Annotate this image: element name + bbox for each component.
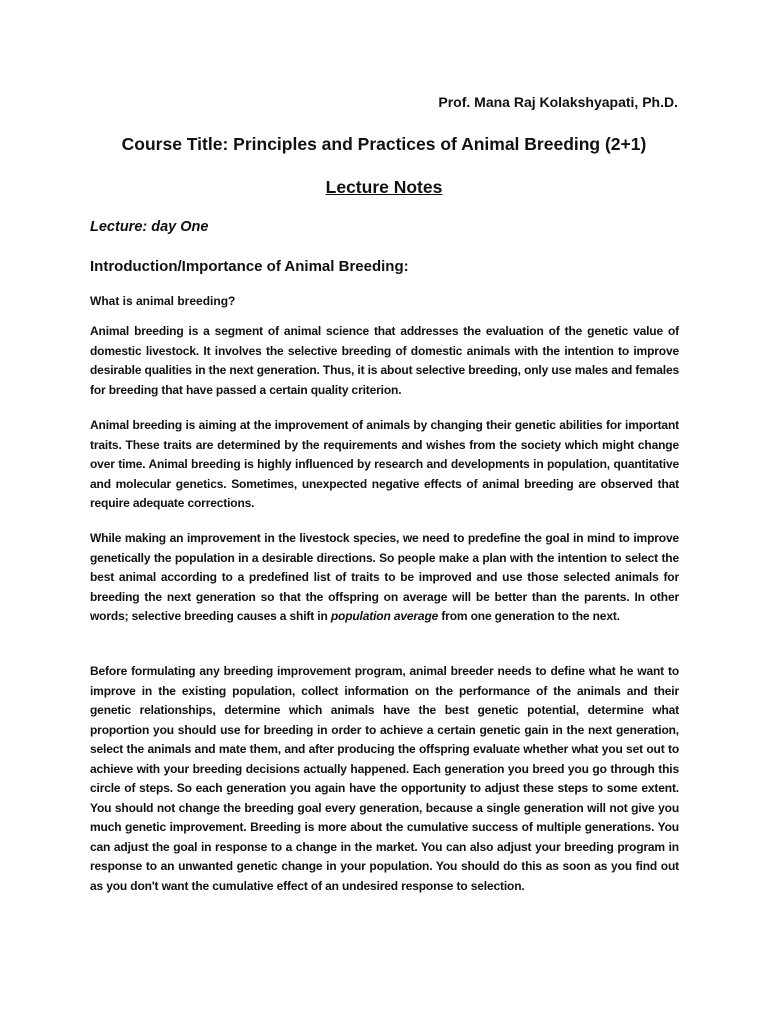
paragraph-2: Animal breeding is aiming at the improvement of animals by changing their genetic abilities for important traits. These traits are determined by the requirements and wishes from the society which might change over time. Animal breeding is highly influenced by research and developments in population, quantitative and molecular genetics. Sometimes, unexpected negative effects of animal breeding are observed that require adequate corrections.	[90, 418, 679, 510]
question-heading: What is animal breeding?	[90, 294, 236, 308]
lecture-notes-text: Lecture Notes	[325, 177, 443, 197]
lecture-notes-heading	[0, 177, 768, 198]
course-title: Course Title: Principles and Practices of Animal Breeding (2+1)	[121, 134, 647, 154]
paragraph-3-text-b: from one generation to the next.	[438, 609, 620, 623]
paragraph-4: Before formulating any breeding improvement program, animal breeder needs to define what he want to improve in the existing population, collect information on the performance of the animals and their genetic relationships, determine which animals have the best genetic potential, determine what proportion you should use for breeding in order to achieve a certain genetic gain in the next generation, select the animals and mate them, and after producing the offspring evaluate whether what you set out to achieve with your breeding decisions actually happened. Each generation you breed you go through this circle of steps. So each generation you again have the opportunity to adjust these steps to some extent. You should not change the breeding goal every generation, because a single generation will not give you much genetic improvement. Breeding is more about the cumulative success of multiple generations. You can adjust the goal in response to a change in the market. You can also adjust your breeding program in response to an unwanted genetic change in your population. You should do this as soon as you find out as you don't want the cumulative effect of an undesired response to selection.	[90, 664, 679, 893]
paragraph-1: Animal breeding is a segment of animal science that addresses the evaluation of the genetic value of domestic livestock. It involves the selective breeding of domestic animals with the intention to improve desirable qualities in the next generation. Thus, it is about selective breeding, only use males and females for breeding that have passed a certain quality criterion.	[90, 324, 679, 397]
lecture-day	[90, 219, 208, 235]
paragraph-3-emphasis: population average	[330, 609, 439, 623]
lecture-label: Lecture	[90, 219, 143, 235]
paragraph-3	[90, 529, 679, 627]
section-heading: Introduction/Importance of Animal Breeding:	[90, 258, 409, 275]
paragraph-3-text-a: While making an improvement in the livestock species, we need to predefine the goal in mind to improve genetically the population in a desirable directions. So people make a plan with the intention to select the best animal according to a predefined list of traits to be improved and use those selected animals for breeding the next generation so that the offspring on average will be better than the parents. In other words; selective breeding causes a shift in	[90, 531, 679, 623]
author-name: Prof. Mana Raj Kolakshyapati, Ph.D.	[438, 94, 678, 110]
lecture-day-value: : day One	[142, 219, 209, 235]
